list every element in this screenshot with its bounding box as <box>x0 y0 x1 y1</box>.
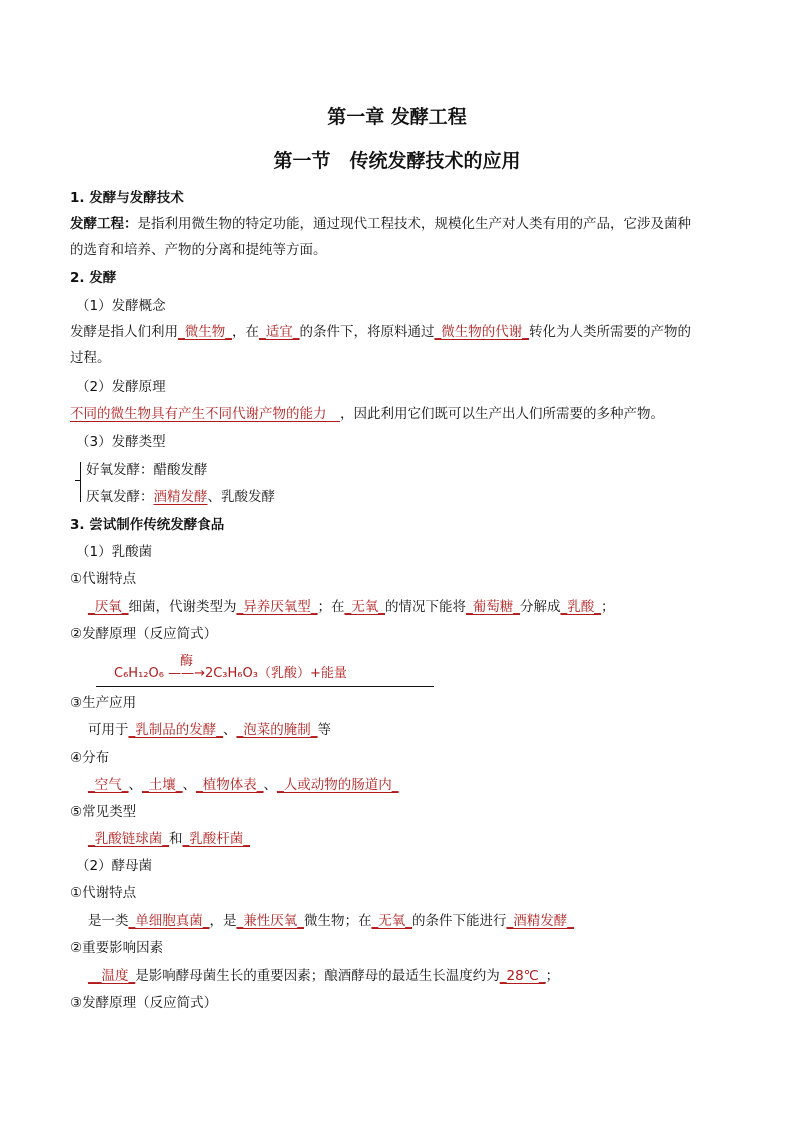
heading-3: 3. 尝试制作传统发酵食品 <box>70 517 225 533</box>
text: 、 <box>223 722 237 738</box>
answer-blank: _厌氧_ <box>88 599 129 615</box>
answer-blank: _乳制品的发酵_ <box>128 722 223 738</box>
text: 是一类 <box>88 913 129 929</box>
text: 是影响酵母菌生长的重要因素；酿酒酵母的最适生长温度约为 <box>135 968 500 984</box>
distribution-line <box>88 775 399 795</box>
enzyme-label: 酶 <box>180 654 194 669</box>
term-fermentation-engineering: 发酵工程： <box>70 216 138 232</box>
answer-blank: _微生物_ <box>178 324 232 340</box>
answer-blank: _无氧_ <box>371 913 412 929</box>
reaction-equation: C₆H₁₂O₆ ——→2C₃H₆O₃（乳酸）+能量 <box>114 666 347 681</box>
definition-text-1: 是指利用微生物的特定功能，通过现代工程技术，规模化生产对人类有用的产品，它涉及菌种 <box>137 216 691 232</box>
yeast-factors-line <box>88 966 559 986</box>
yeast-item-principle: ③发酵原理（反应简式） <box>70 995 218 1011</box>
sub-label-lactic: （1）乳酸菌 <box>76 544 153 560</box>
text: ，是 <box>209 913 237 929</box>
answer-blank: _泡菜的腌制_ <box>236 722 318 738</box>
item-metabolism: ①代谢特点 <box>70 571 137 587</box>
answer-blank: _酒精发酵_ <box>506 913 574 929</box>
aerobic-line: 好氧发酵：醋酸发酵 <box>86 462 208 478</box>
text: 厌氧发酵： <box>86 489 154 505</box>
text: ，因此利用它们既可以生产出人们所需要的多种产物。 <box>340 406 664 422</box>
heading-1: 1. 发酵与发酵技术 <box>70 190 184 206</box>
text: ，在 <box>232 324 259 340</box>
principle-line <box>70 404 664 424</box>
item-types: ⑤常见类型 <box>70 804 137 820</box>
answer-blank: _乳酸链球菌_ <box>88 831 169 847</box>
text: 、 <box>182 777 196 793</box>
text: 和 <box>169 831 183 847</box>
section-title: 第一节 传统发酵技术的应用 <box>273 150 521 172</box>
metabolism-line <box>88 597 615 617</box>
application-line <box>88 720 331 740</box>
answer-blank: _单细胞真菌_ <box>128 913 210 929</box>
text: ； <box>601 599 615 615</box>
text: 、 <box>128 777 142 793</box>
answer-blank: _异养厌氧型_ <box>236 599 318 615</box>
answer-blank: __温度_ <box>88 968 136 984</box>
text: ； <box>545 968 560 984</box>
yeast-metabolism-line <box>88 911 574 931</box>
text: 等 <box>317 722 331 738</box>
sub-label-types: （3）发酵类型 <box>76 434 166 450</box>
definition-line-2: 的选育和培养、产物的分离和提纯等方面。 <box>70 242 327 258</box>
answer-blank: _微生物的代谢_ <box>434 324 529 340</box>
answer-blank: 酒精发酵 <box>153 489 208 505</box>
chapter-title: 第一章 发酵工程 <box>327 106 467 128</box>
text: 、 <box>263 777 277 793</box>
answer-blank: _人或动物的肠道内_ <box>277 777 399 793</box>
answer-blank: _空气_ <box>88 777 129 793</box>
answer-blank: _28℃_ <box>499 968 546 984</box>
sub-label-concept: （1）发酵概念 <box>76 298 166 314</box>
item-application: ③生产应用 <box>70 695 137 711</box>
answer-blank: _葡萄糖_ <box>466 599 520 615</box>
answer-blank: _乳酸_ <box>560 599 601 615</box>
answer-blank: _无氧_ <box>344 599 385 615</box>
anaerobic-line <box>86 487 275 507</box>
answer-blank: _植物体表_ <box>196 777 264 793</box>
text: 、乳酸发酵 <box>207 489 275 505</box>
sub-label-principle: （2）发酵原理 <box>76 379 166 395</box>
text: 细菌，代谢类型为 <box>128 599 237 615</box>
concept-line-2: 过程。 <box>70 350 111 366</box>
text: 的条件下，将原料通过 <box>299 324 435 340</box>
text: 转化为人类所需要的产物的 <box>529 324 691 340</box>
answer-blank: _兼性厌氧_ <box>236 913 304 929</box>
types-line <box>88 829 250 849</box>
answer-blank: _乳酸杆菌_ <box>182 831 250 847</box>
text: 发酵是指人们利用 <box>70 324 178 340</box>
answer-blank: _土壤_ <box>142 777 183 793</box>
heading-2: 2. 发酵 <box>70 270 117 286</box>
sub-label-yeast: （2）酵母菌 <box>76 858 153 874</box>
answer-blank: _适宜_ <box>259 324 300 340</box>
text: 分解成 <box>520 599 561 615</box>
definition-line-1 <box>70 214 691 234</box>
text: 的情况下能将 <box>385 599 466 615</box>
text: 的条件下能进行 <box>412 913 507 929</box>
answer-blank: 不同的微生物具有产生不同代谢产物的能力 <box>70 406 340 422</box>
item-distribution: ④分布 <box>70 750 110 766</box>
answer-underline <box>96 686 434 687</box>
yeast-item-factors: ②重要影响因素 <box>70 940 164 956</box>
text: 可用于 <box>88 722 129 738</box>
text: ；在 <box>317 599 345 615</box>
concept-line <box>70 322 691 342</box>
yeast-item-metabolism: ①代谢特点 <box>70 885 137 901</box>
text: 微生物；在 <box>304 913 372 929</box>
item-principle: ②发酵原理（反应简式） <box>70 626 218 642</box>
